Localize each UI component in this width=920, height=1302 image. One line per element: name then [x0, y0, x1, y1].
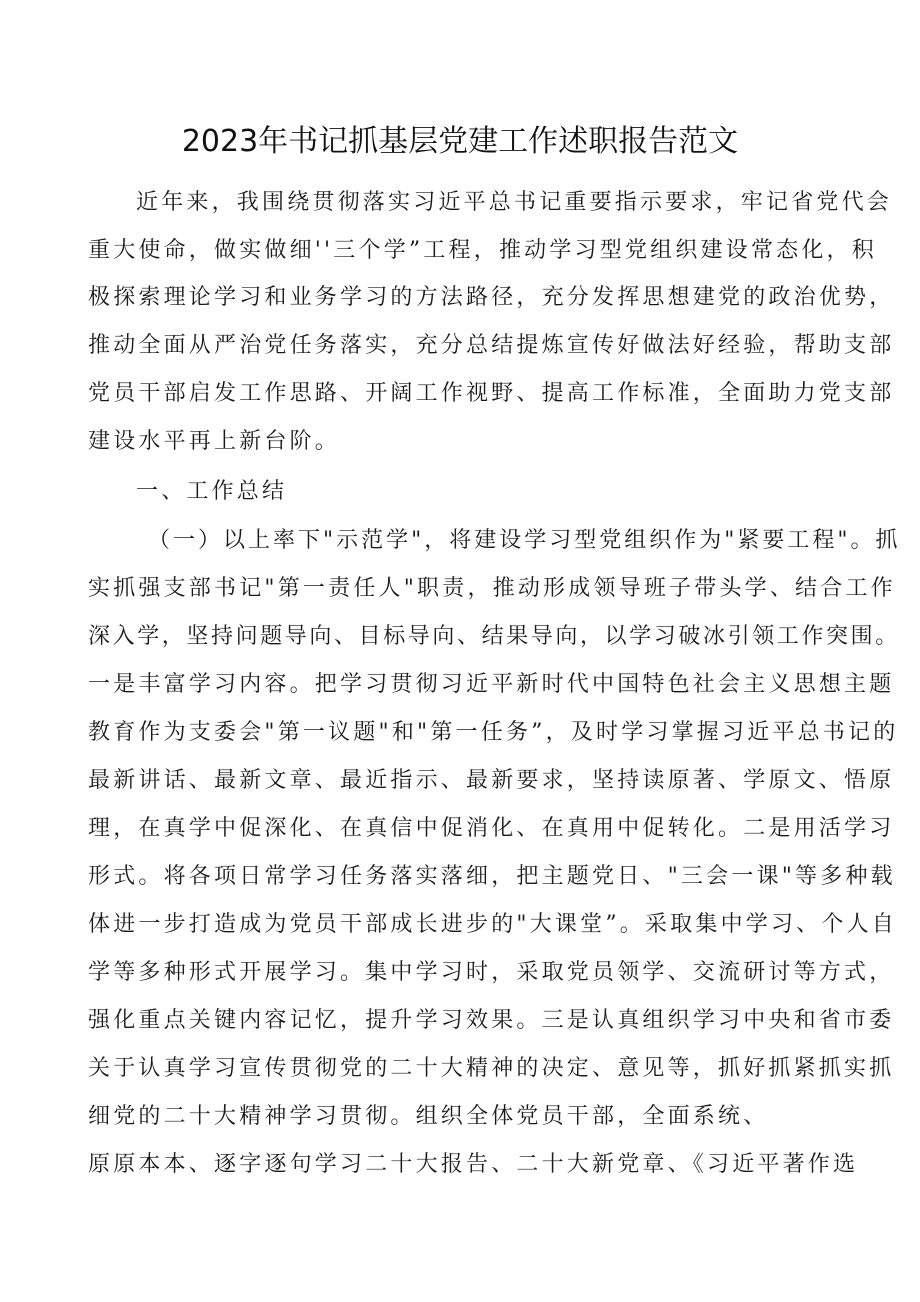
- paragraph-line: 学等多种形式开展学习。集中学习时，采取党员领学、交流研讨等方式，: [88, 960, 895, 985]
- paragraph-line: 教育作为支委会"第一议题"和"第一任务”，及时学习掌握习近平总书记的: [88, 720, 899, 745]
- paragraph-line: 原原本本、逐字逐句学习二十大报告、二十大新党章、《习近平著作选: [88, 1152, 859, 1177]
- paragraph-line: 强化重点关键内容记忆，提升学习效果。三是认真组织学习中央和省市委: [88, 1008, 895, 1033]
- paragraph-line: 建设水平再上新台阶。: [88, 429, 341, 454]
- paragraph-line: 形式。将各项日常学习任务落实落细，把主题党日、"三会一课"等多种载: [88, 864, 896, 889]
- paragraph-line: 极探索理论学习和业务学习的方法路径，充分发挥思想建党的政治优势，: [88, 285, 895, 310]
- paragraph-line: 党员干部启发工作思路、开阔工作视野、提高工作标准，全面助力党支部: [88, 381, 895, 406]
- paragraph-line: 关于认真学习宣传贯彻党的二十大精神的决定、意见等，抓好抓紧抓实抓: [88, 1056, 895, 1081]
- document-title: 2023年书记抓基层党建工作述职报告范文: [181, 124, 739, 159]
- paragraph-line: 近年来，我围绕贯彻落实习近平总书记重要指示要求，牢记省党代会: [136, 190, 893, 215]
- paragraph-line: 实抓强支部书记"第一责任人"职责，推动形成领导班子带头学、结合工作: [88, 576, 896, 601]
- paragraph-line: 推动全面从严治党任务落实，充分总结提炼宣传好做法好经验，帮助支部: [88, 333, 895, 358]
- paragraph-line: 一是丰富学习内容。把学习贯彻习近平新时代中国特色社会主义思想主题: [88, 672, 895, 697]
- paragraph-line: 重大使命，做实做细''三个学”工程，推动学习型党组织建设常态化，积: [88, 238, 877, 263]
- paragraph-line: 深入学，坚持问题导向、目标导向、结果导向，以学习破冰引领工作突围。: [88, 624, 900, 649]
- paragraph-line: 体进一步打造成为党员干部成长进步的"大课堂”。采取集中学习、个人自: [88, 912, 897, 937]
- section-heading: 一、工作总结: [136, 479, 288, 504]
- paragraph-line: 细党的二十大精神学习贯彻。组织全体党员干部，全面系统、: [88, 1104, 769, 1129]
- paragraph-line: （一）以上率下"示范学"，将建设学习型党组织作为"紧要工程"。抓: [148, 528, 901, 553]
- paragraph-line: 最新讲话、最新文章、最近指示、最新要求，坚持读原著、学原文、悟原: [88, 768, 895, 793]
- paragraph-line: 理，在真学中促深化、在真信中促消化、在真用中促转化。二是用活学习: [88, 816, 895, 841]
